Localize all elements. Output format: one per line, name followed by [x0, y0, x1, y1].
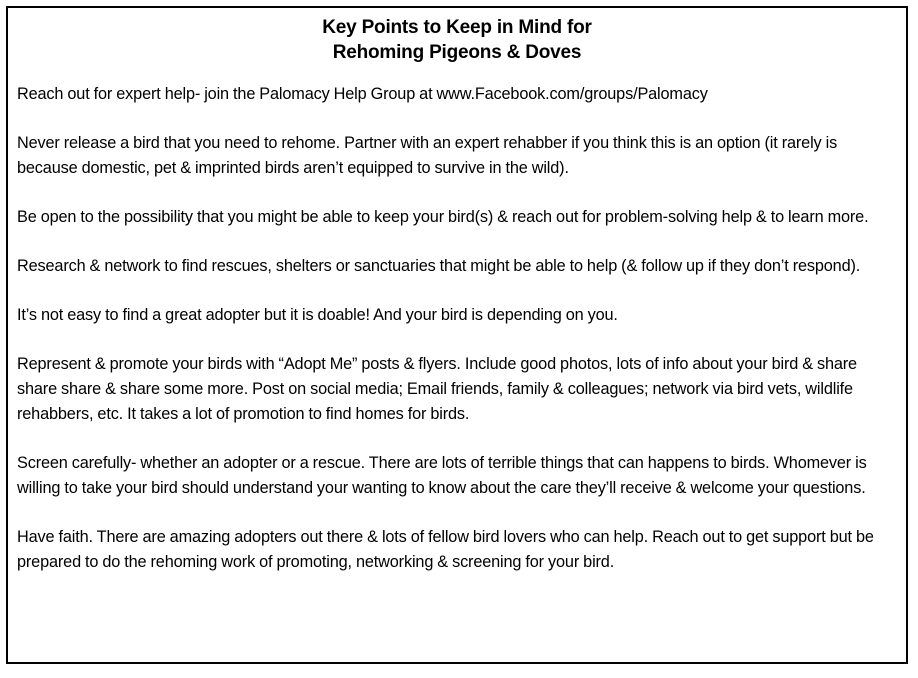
document-title — [8, 15, 906, 65]
title-line-2: Rehoming Pigeons & Doves — [332, 42, 582, 63]
key-point-keep-bird: Be open to the possibility that you might be able to keep your bird(s) & reach out for problem-solving help & to learn more. — [17, 208, 869, 226]
key-point-research-network: Research & network to find rescues, shelters or sanctuaries that might be able to help (& follow up if they don’t respond). — [17, 257, 861, 275]
key-point-doable: It’s not easy to find a great adopter but it is doable! And your bird is depending on you. — [17, 306, 618, 324]
key-point-promote: Represent & promote your birds with “Adopt Me” posts & flyers. Include good photos, lots of info about your bird & share share share & share some more. Post on social media; Email friends, family & colleagues; network via bird vets, wildlife rehabbers, etc. It takes a lot of promotion to find homes for birds. — [17, 355, 857, 423]
key-point-expert-help: Reach out for expert help- join the Palomacy Help Group at www.Facebook.com/groups/Palomacy — [17, 85, 708, 103]
key-point-never-release: Never release a bird that you need to rehome. Partner with an expert rehabber if you think this is an option (it rarely is because domestic, pet & imprinted birds aren’t equipped to survive in the wild). — [17, 134, 838, 177]
key-point-screen: Screen carefully- whether an adopter or a rescue. There are lots of terrible things that can happens to birds. Whomever is willing to take your bird should understand your wanting to know about the care they’ll receive & welcome your questions. — [17, 454, 867, 497]
document-frame — [6, 6, 908, 664]
key-point-have-faith: Have faith. There are amazing adopters out there & lots of fellow bird lovers who can help. Reach out to get support but be prepared to do the rehoming work of promoting, networking & screening for your bird. — [17, 528, 874, 571]
title-line-1: Key Points to Keep in Mind for — [322, 17, 592, 38]
key-points-list — [8, 82, 906, 575]
